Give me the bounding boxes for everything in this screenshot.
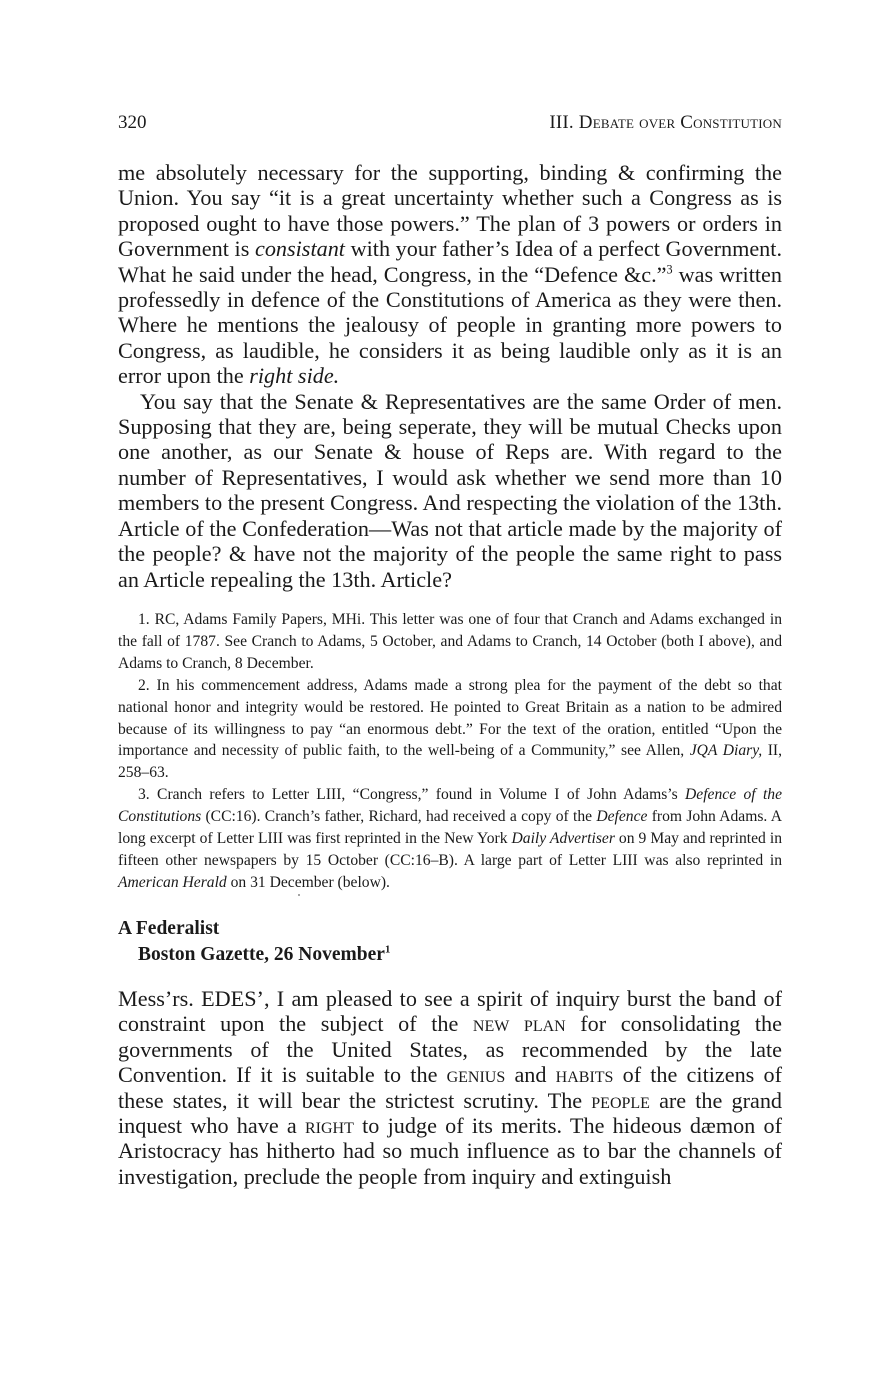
footnote-1: 1. RC, Adams Family Papers, MHi. This letter was one of four that Cranch and Adams exchanged in the fall of 1787. See Cranch to Adams, 5 October, and Adams to Cranch, 14 October (both I above), and Adams to Cranch, 8 December.: [118, 611, 782, 672]
paragraph: Mess’rs. EDES’, I am pleased to see a spirit of inquiry burst the band of constraint upon the subject of the new plan for consolidating the governments of the United States, as recommended by the late Convention. If it is suitable to the genius and habits of the citizens of these states, it will bear the strictest scrutiny. The people are the grand inquest who have a right to judge of its merits. The hideous dæmon of Aristocracy has hitherto had so much influence as to bar the channels of investigation, preclude the people from inquiry and extinguish: [118, 986, 783, 1189]
footnote-2: 2. In his commencement address, Adams made a strong plea for the payment of the debt so that national honor and integrity would be restored. He pointed to Great Britain as a nation to be admired because of its willingness to pay “an enormous debt.” For the text of the oration, entitled “Upon the importance and necessity of public faith, to the well-being of a Community,” see Allen, JQA Diary, II, 258–63.: [118, 676, 782, 782]
stray-mark: [298, 894, 300, 896]
page-number: 320: [118, 112, 147, 133]
footnote-ref: 1: [384, 943, 391, 956]
emphasis: right side.: [249, 363, 340, 389]
paragraph: You say that the Senate & Representatives are the same Order of men. Supposing that they are, being seperate, they will be mutual Checks upon one another, as our Senate & house of Reps are. With regard to the number of Representatives, I would ask whether we send more than 10 members to the present Congress. And respecting the violation of the 13th. Article of the Confederation—Was not that article made by the majority of the people? & have not the majority of the people the same right to pass an Article repealing the 13th. Article?: [118, 388, 782, 592]
article-body: [118, 986, 782, 1189]
running-title: III. Debate over Constitution: [549, 112, 782, 133]
emphasis: consistant: [254, 236, 345, 262]
footnote-ref: 3: [666, 262, 673, 277]
footnote-3: 3. Cranch refers to Letter LIII, “Congress,” found in Volume I of John Adams’s Defence of the Constitutions (CC:16). Cranch’s father, Richard, had received a copy of the Defence from John Adams. A long excerpt of Letter LIII was first reprinted in the New York Daily Advertiser on 9 May and reprinted in fifteen other newspapers by 15 October (CC:16–B). A large part of Letter LIII was also reprinted in American Herald on 31 December (below).: [118, 786, 783, 891]
article-source: Boston Gazette, 26 November$^1$: [138, 943, 391, 965]
paragraph: me absolutely necessary for the supporting, binding & confirming the Union. You say “it is a great uncertainty whether such a Congress as is proposed ought to have those powers.” The plan of 3 powers or orders in Government is consistant with your father’s Idea of a perfect Government. What he said under the head, Congress, in the “Defence &c.”$^3$ was written professedly in defence of the Constitutions of America as they were then. Where he mentions the jealousy of people in granting more powers to Congress, as laudible, he considers it as being laudible only as it is an error upon the right side.: [118, 160, 782, 389]
article-title: A Federalist: [118, 918, 220, 939]
running-header: [118, 112, 782, 134]
letter-continuation: [118, 160, 782, 592]
footnotes: [118, 609, 782, 894]
